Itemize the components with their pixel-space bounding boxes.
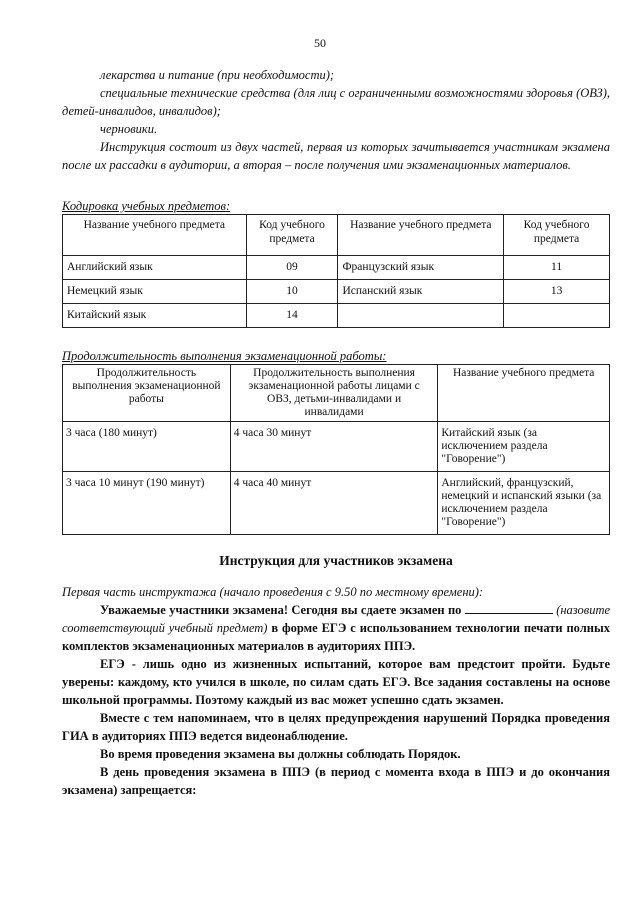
subject-name: Немецкий язык — [63, 280, 247, 304]
subject-code: 11 — [504, 256, 610, 280]
table-row — [63, 304, 610, 328]
list-item-drafts: черновики. — [100, 122, 158, 136]
table-header-cell: Название учебного предмета — [438, 365, 610, 422]
list-item-medicine: лекарства и питание (при необходимости); — [100, 68, 335, 82]
subject-hint: (назовите соответствующий учебный предмет) — [62, 603, 611, 635]
greeting-paragraph — [62, 601, 610, 655]
duration-subject: Английский, французский, немецкий и испанский языки (за исключением раздела "Говорение") — [438, 472, 610, 535]
table-row — [63, 472, 610, 535]
list-item-technical-means: специальные технические средства (для лиц с ограниченными возможностями здоровья (ОВЗ), детей-инвалидов, инвалидов); — [62, 86, 610, 118]
subject-name: Китайский язык — [63, 304, 247, 328]
section-heading: Инструкция для участников экзамена — [219, 553, 453, 568]
table-header-cell: Название учебного предмета — [338, 215, 504, 256]
codes-caption: Кодировка учебных предметов: — [62, 199, 231, 213]
table-header-cell: Код учебного предмета — [504, 215, 610, 256]
video-surveillance-paragraph: Вместе с тем напоминаем, что в целях предупреждения нарушений Порядка проведения ГИА в аудиториях ППЭ ведется видеонаблюдение. — [62, 711, 610, 743]
subject-name: Французский язык — [338, 256, 504, 280]
table-header-row — [63, 365, 610, 422]
duration-caption: Продолжительность выполнения экзаменационной работы: — [62, 349, 387, 363]
table-header-cell: Продолжительность выполнения экзаменационной работы лицами с ОВЗ, детьми-инвалидами и инвалидами — [230, 365, 438, 422]
subject-code — [504, 304, 610, 328]
subject-name: Английский язык — [63, 256, 247, 280]
table-header-cell: Продолжительность выполнения экзаменационной работы — [63, 365, 231, 422]
subject-name — [338, 304, 504, 328]
table-header-cell: Код учебного предмета — [246, 215, 338, 256]
subject-code: 14 — [246, 304, 338, 328]
exam-duration-table — [62, 364, 610, 535]
duration-standard: 3 часа 10 минут (190 минут) — [63, 472, 231, 535]
subject-code: 09 — [246, 256, 338, 280]
greeting-end: в форме ЕГЭ с использованием технологии печати полных комплектов экзаменационных материалов в аудиториях ППЭ. — [62, 621, 610, 653]
duration-ovz: 4 часа 40 минут — [230, 472, 438, 535]
page-number: 50 — [314, 36, 326, 50]
subject-name: Испанский язык — [338, 280, 504, 304]
rules-paragraph: Во время проведения экзамена вы должны соблюдать Порядок. — [100, 747, 461, 761]
table-row — [63, 422, 610, 472]
prohibitions-paragraph: В день проведения экзамена в ППЭ (в период с момента входа в ППЭ и до окончания экзамена) запрещается: — [62, 765, 610, 797]
subject-code: 13 — [504, 280, 610, 304]
encouragement-paragraph: ЕГЭ - лишь одно из жизненных испытаний, которое вам предстоит пройти. Будьте уверены: каждому, кто учился в школе, по силам сдать ЕГЭ. Все задания составлены на основе школьной программы. Поэтому каждый из вас может успешно сдать экзамен. — [62, 657, 610, 707]
table-row — [63, 256, 610, 280]
subject-codes-table — [62, 214, 610, 328]
duration-ovz: 4 часа 30 минут — [230, 422, 438, 472]
table-row — [63, 280, 610, 304]
instruction-paragraph: Инструкция состоит из двух частей, первая из которых зачитывается участникам экзамена после их рассадки в аудитории, а вторая – после получения ими экзаменационных материалов. — [62, 140, 610, 172]
table-header-row — [63, 215, 610, 256]
subject-blank — [465, 601, 553, 614]
greeting-start: Уважаемые участники экзамена! Сегодня вы сдаете экзамен по — [100, 603, 462, 617]
subject-code: 10 — [246, 280, 338, 304]
duration-standard: 3 часа (180 минут) — [63, 422, 231, 472]
document-body — [62, 66, 610, 799]
first-part-note: Первая часть инструктажа (начало проведения с 9.50 по местному времени): — [62, 585, 484, 599]
table-header-cell: Название учебного предмета — [63, 215, 247, 256]
duration-subject: Китайский язык (за исключением раздела "Говорение") — [438, 422, 610, 472]
